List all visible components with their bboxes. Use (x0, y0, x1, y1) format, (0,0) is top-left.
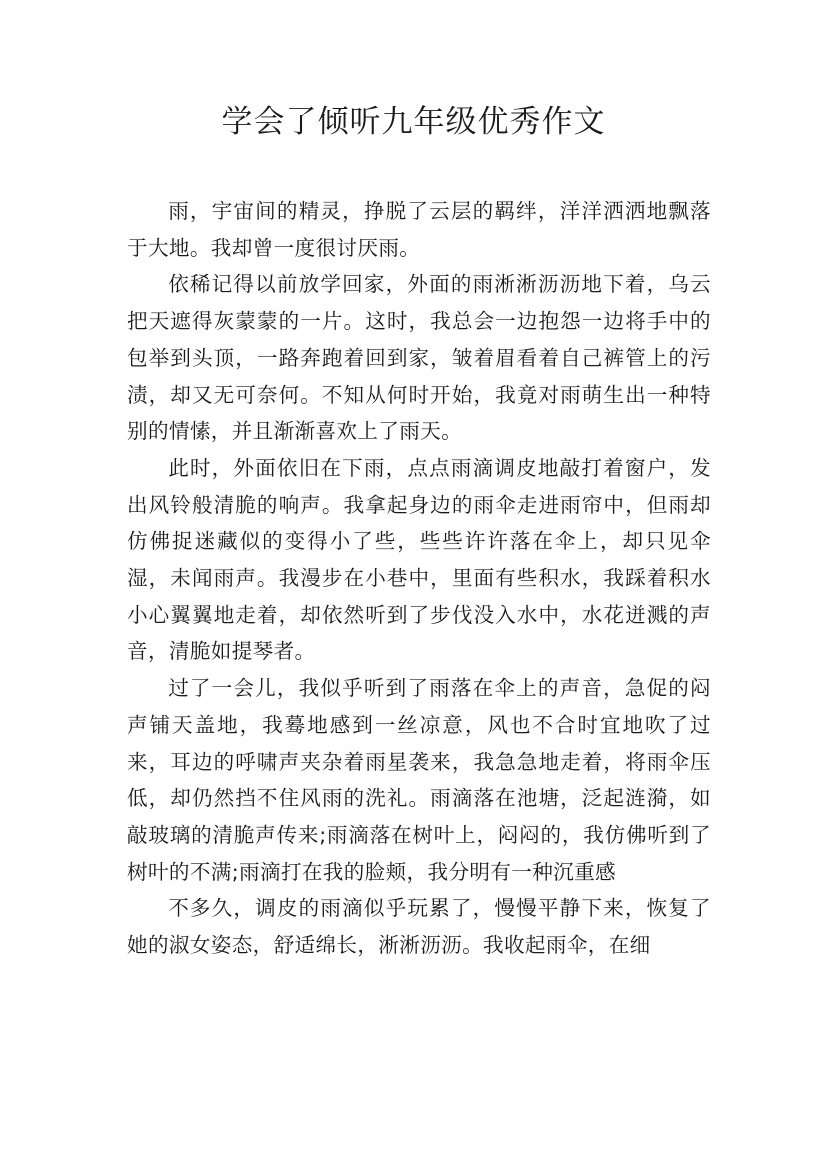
paragraph: 过了一会儿，我似乎听到了雨落在伞上的声音，急促的闷声铺天盖地，我蓦地感到一丝凉意，风也不合时宜地吹了过来，耳边的呼啸声夹杂着雨星袭来，我急急地走着，将雨伞压低，却仍然挡不住风雨的洗礼。雨滴落在池塘，泛起涟漪，如敲玻璃的清脆声传来;雨滴落在树叶上，闷闷的，我仿佛听到了树叶的不满;雨滴打在我的脸颊，我分明有一种沉重感 (127, 676, 711, 884)
document-title: 学会了倾听九年级优秀作文 (221, 104, 606, 140)
paragraph: 此时，外面依旧在下雨，点点雨滴调皮地敲打着窗户，发出风铃般清脆的响声。我拿起身边的雨伞走进雨帘中，但雨却仿佛捉迷藏似的变得小了些，些些许许落在伞上，却只见伞湿，未闻雨声。我漫步在小巷中，里面有些积水，我踩着积水小心翼翼地走着，却依然听到了步伐没入水中，水花迸溅的声音，清脆如提琴者。 (127, 455, 711, 664)
paragraph: 不多久，调皮的雨滴似乎玩累了，慢慢平静下来，恢复了她的淑女姿态，舒适绵长，淅淅沥沥。我收起雨伞，在细 (127, 896, 711, 958)
paragraph: 依稀记得以前放学回家，外面的雨淅淅沥沥地下着，乌云把天遮得灰蒙蒙的一片。这时，我总会一边抱怨一边将手中的包举到头顶，一路奔跑着回到家，皱着眉看着自己裤管上的污渍，却又无可奈何。不知从何时开始，我竟对雨萌生出一种特别的情愫，并且渐渐喜欢上了雨天。 (127, 272, 711, 444)
paragraph: 雨，宇宙间的精灵，挣脱了云层的羁绊，洋洋洒洒地飘落于大地。我却曾一度很讨厌雨。 (127, 199, 711, 260)
document-body (127, 193, 711, 964)
